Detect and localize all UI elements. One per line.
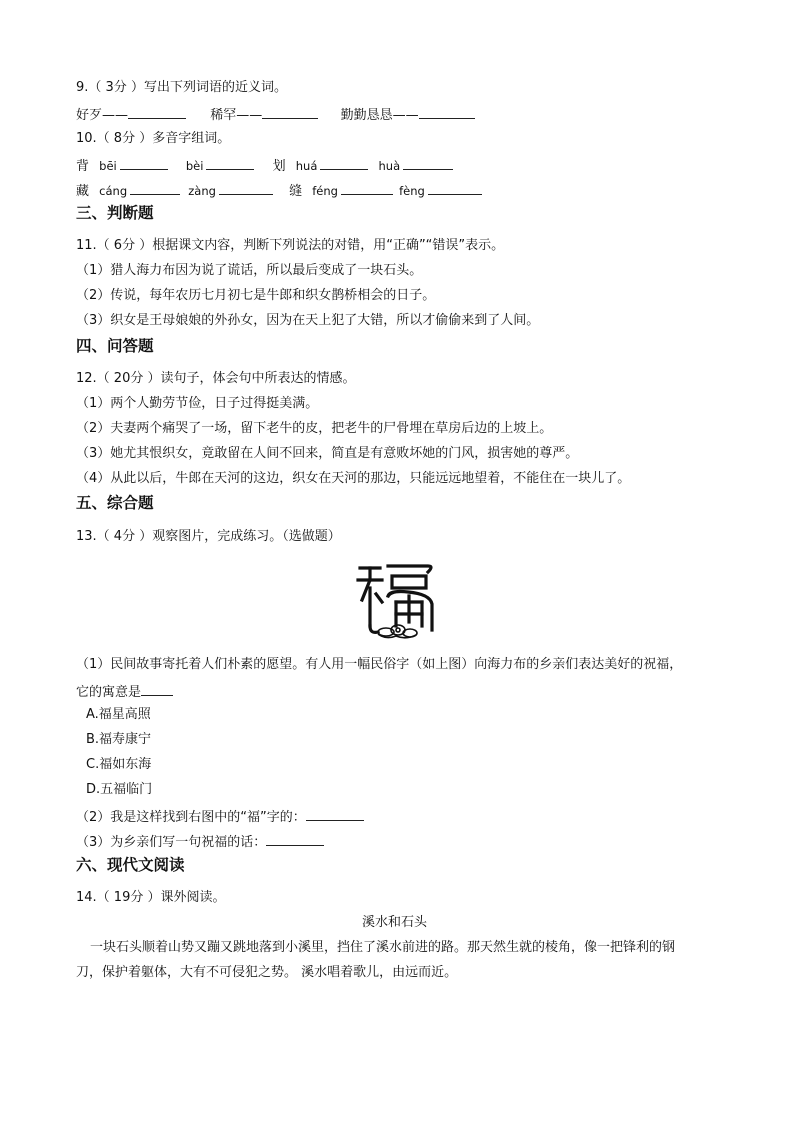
passage-line-2: 刀，保护着躯体，大有不可侵犯之势。 溪水唱着歌儿，由远而近。: [76, 965, 458, 980]
section-heading-4: 四、问答题: [76, 337, 154, 355]
q12-item-3: （3）她尤其恨织女，竟敢留在人间不回来，简直是有意败坏她的门风，损害她的尊严。: [76, 446, 579, 461]
q9-blank-2[interactable]: [262, 104, 318, 119]
q12-title: 12.（ 20分 ）读句子，体会句中所表达的情感。: [76, 371, 356, 386]
q13-part3-blank[interactable]: [266, 831, 324, 846]
option-a[interactable]: A.福星高照: [86, 707, 151, 722]
q13-answer-blank[interactable]: [141, 681, 173, 696]
q9-item-3: 勤勤恳恳——: [340, 108, 419, 123]
pinyin-feng4: fèng: [399, 184, 425, 198]
q9-item-2: 稀罕——: [210, 108, 263, 123]
q10-char-hua: 划: [272, 159, 286, 174]
q10-char-cang: 藏: [76, 184, 90, 199]
q13-part1-line2: [76, 681, 173, 702]
q12-item-4: （4）从此以后，牛郎在天河的这边，织女在天河的那边，只能远远地望着，不能住在一块儿了。: [76, 471, 631, 486]
passage-title: 溪水和石头: [362, 915, 428, 930]
q10-blank[interactable]: [320, 155, 368, 170]
q13-part3: [76, 831, 324, 852]
q10-blank[interactable]: [341, 180, 393, 195]
q10-blank[interactable]: [120, 155, 168, 170]
q13-part1-line1: （1）民间故事寄托着人们朴素的愿望。有人用一幅民俗字（如上图）向海力布的乡亲们表达美好的祝福，: [76, 657, 683, 672]
pinyin-hua2: huá: [295, 159, 318, 173]
q11-item-2: （2）传说，每年农历七月初七是牛郎和织女鹊桥相会的日子。: [76, 288, 436, 303]
option-b[interactable]: B.福寿康宁: [86, 732, 152, 747]
section-heading-6: 六、现代文阅读: [76, 856, 185, 874]
option-d[interactable]: D.五福临门: [86, 782, 153, 797]
q9-blank-3[interactable]: [419, 104, 475, 119]
q13-part2-blank[interactable]: [306, 806, 364, 821]
q9-title: 9.（ 3分 ）写出下列词语的近义词。: [76, 80, 287, 95]
q9-item-1: 好歹——: [76, 108, 129, 123]
q10-char-bei: 背: [76, 159, 90, 174]
passage-line-1: 一块石头顺着山势又蹦又跳地落到小溪里，挡住了溪水前进的路。那天然生就的棱角，像一把锋利的钢: [90, 940, 676, 955]
q13-part2-prompt: （2）我是这样找到右图中的“福”字的：: [76, 810, 306, 825]
q12-item-2: （2）夫妻两个痛哭了一场，留下老牛的皮，把老牛的尸骨埋在草房后边的上坡上。: [76, 421, 553, 436]
pinyin-cang2: cáng: [99, 184, 128, 198]
q11-item-1: （1）猎人海力布因为说了谎话，所以最后变成了一块石头。: [76, 263, 423, 278]
q10-blank[interactable]: [206, 155, 254, 170]
q13-part2: [76, 806, 364, 827]
section-heading-5: 五、综合题: [76, 494, 154, 512]
q10-blank[interactable]: [219, 180, 273, 195]
pinyin-hua4: huà: [378, 159, 401, 173]
section-heading-3: 三、判断题: [76, 204, 154, 222]
q11-item-3: （3）织女是王母娘娘的外孙女，因为在天上犯了大错，所以才偷偷来到了人间。: [76, 313, 540, 328]
q10-blank[interactable]: [130, 180, 180, 195]
q9-answers: [76, 104, 475, 125]
pinyin-feng2: féng: [312, 184, 338, 198]
q13-part1-prompt: 它的寓意是: [76, 685, 142, 700]
q10-blank[interactable]: [428, 180, 482, 195]
q14-title: 14.（ 19分 ）课外阅读。: [76, 890, 226, 905]
q11-title: 11.（ 6分 ）根据课文内容，判断下列说法的对错，用“正确”“错误”表示。: [76, 238, 505, 253]
q10-blank[interactable]: [403, 155, 453, 170]
q10-row-1: [76, 155, 453, 176]
pinyin-bei1: bēi: [99, 159, 117, 173]
q9-blank-1[interactable]: [128, 104, 186, 119]
fu-character-image: [356, 560, 438, 642]
q10-row-2: [76, 180, 482, 201]
q13-part3-prompt: （3）为乡亲们写一句祝福的话：: [76, 835, 267, 850]
option-c[interactable]: C.福如东海: [86, 757, 152, 772]
pinyin-bei4: bèi: [185, 159, 204, 173]
pinyin-zang4: zàng: [188, 184, 216, 198]
q10-char-feng: 缝: [289, 184, 303, 199]
q13-title: 13.（ 4分 ）观察图片，完成练习。（选做题）: [76, 529, 341, 544]
q12-item-1: （1）两个人勤劳节俭，日子过得挺美满。: [76, 396, 319, 411]
q10-title: 10.（ 8分 ）多音字组词。: [76, 131, 231, 146]
